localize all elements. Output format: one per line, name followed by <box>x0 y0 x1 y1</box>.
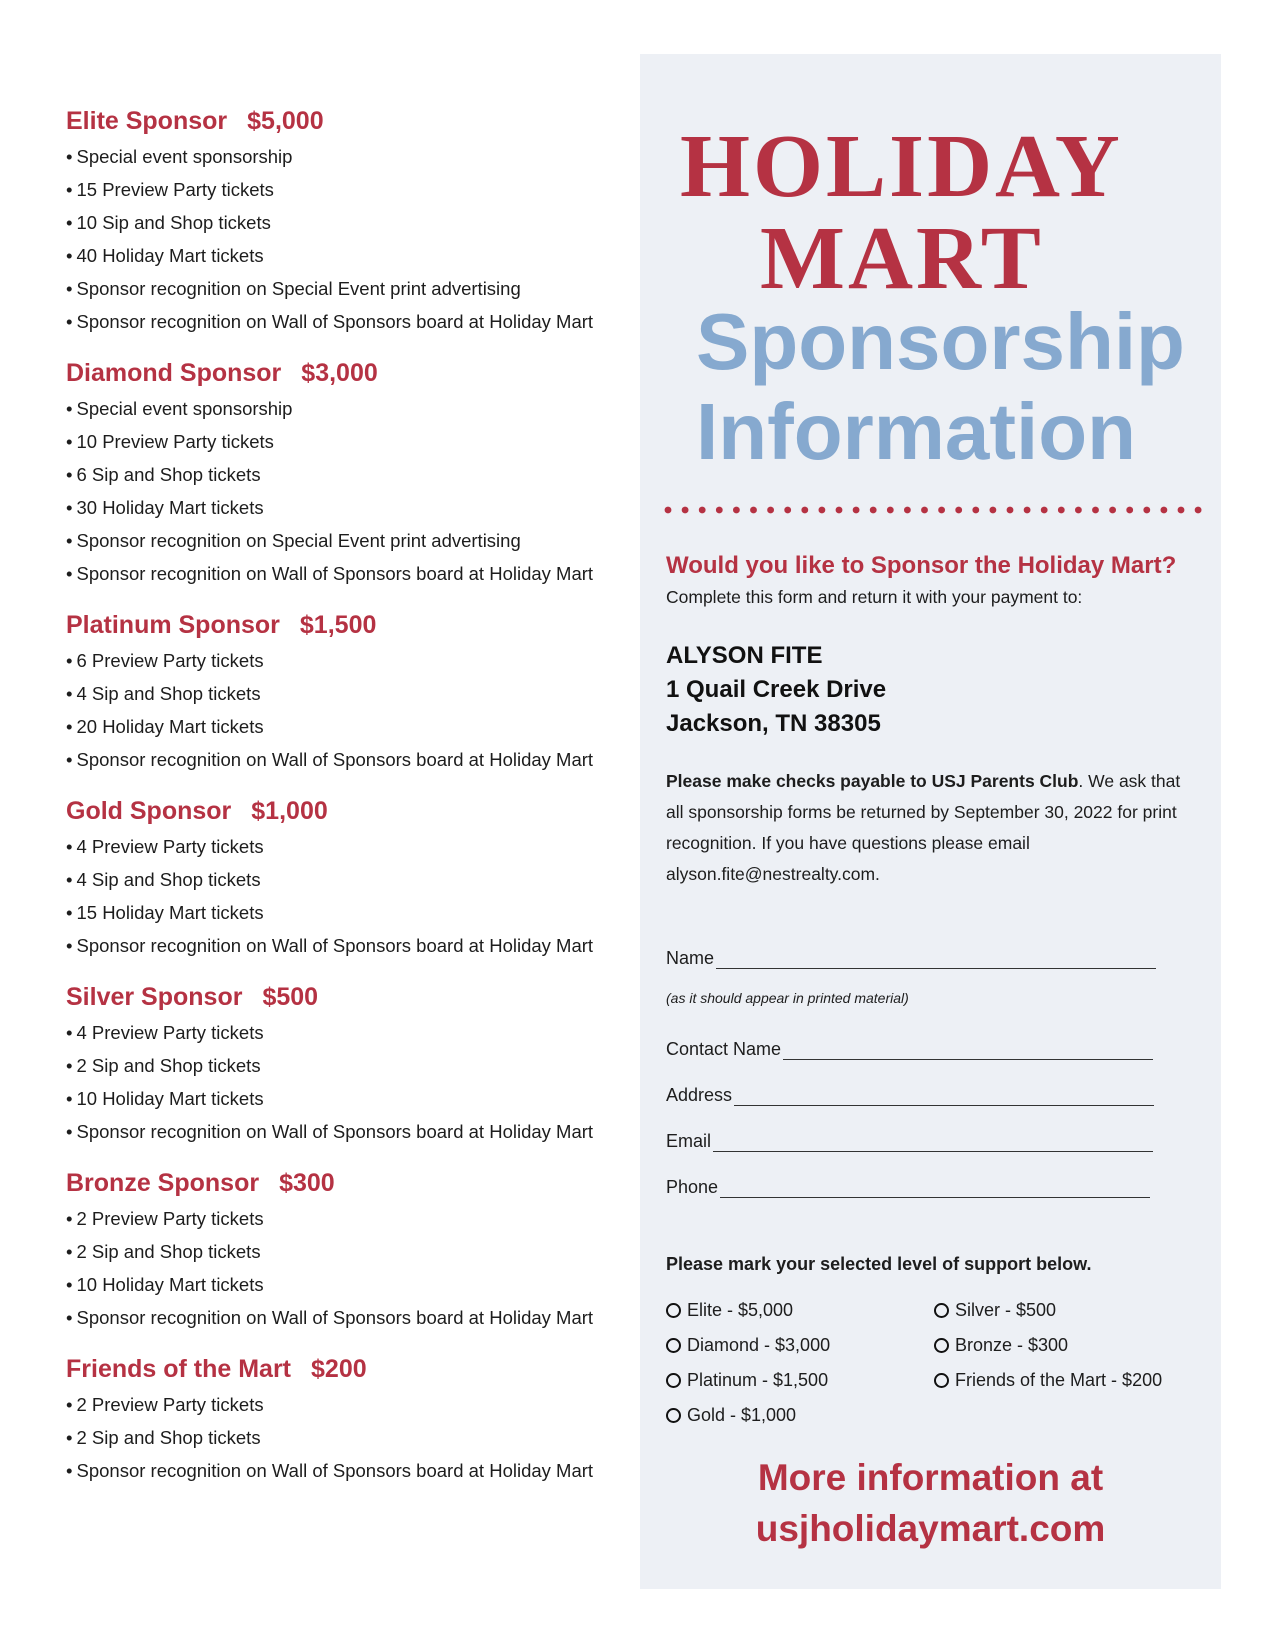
dotted-divider <box>664 502 1204 518</box>
tier-heading <box>66 1166 626 1200</box>
divider-dot <box>733 507 740 514</box>
divider-dot <box>1024 507 1031 514</box>
support-level-label: Please mark your selected level of support below. <box>666 1254 1092 1274</box>
sponsor-question: Would you like to Sponsor the Holiday Mart? <box>666 552 1177 579</box>
tier-heading <box>66 1352 626 1386</box>
sponsor-tier <box>66 980 626 1148</box>
benefit-item: • 10 Preview Party tickets <box>66 425 626 458</box>
benefit-item: • 2 Sip and Shop tickets <box>66 1049 626 1082</box>
tier-price: $1,000 <box>251 797 328 825</box>
sponsor-tier-list <box>66 104 626 1505</box>
benefit-item: • 10 Sip and Shop tickets <box>66 206 626 239</box>
benefit-item: • Sponsor recognition on Wall of Sponsors board at Holiday Mart <box>66 557 626 590</box>
radio-circle-icon[interactable] <box>666 1303 681 1318</box>
tier-price: $500 <box>262 983 319 1011</box>
divider-dot <box>819 507 826 514</box>
divider-dot <box>801 507 808 514</box>
phone-label: Phone <box>666 1177 719 1197</box>
radio-circle-icon[interactable] <box>666 1373 681 1388</box>
title-sponsorship: Sponsorship <box>696 297 1185 386</box>
tier-name: Bronze Sponsor <box>66 1169 260 1197</box>
phone-field[interactable] <box>666 1177 1150 1198</box>
option-label: Silver - $500 <box>955 1300 1057 1320</box>
radio-circle-icon[interactable] <box>666 1408 681 1423</box>
sponsor-tier <box>66 794 626 962</box>
option-label: Gold - $1,000 <box>687 1405 797 1425</box>
divider-dot <box>904 507 911 514</box>
divider-dot <box>887 507 894 514</box>
title-mart: MART <box>760 209 1044 308</box>
benefit-item: • Sponsor recognition on Wall of Sponsors board at Holiday Mart <box>66 743 626 776</box>
option-bronze[interactable] <box>934 1335 1068 1356</box>
divider-dot <box>665 507 672 514</box>
tier-name: Platinum Sponsor <box>66 611 280 639</box>
divider-dot <box>1195 507 1202 514</box>
option-silver[interactable] <box>934 1300 1056 1321</box>
benefit-item: • 4 Sip and Shop tickets <box>66 863 626 896</box>
website-link[interactable]: usjholidaymart.com <box>755 1508 1106 1549</box>
tier-price: $5,000 <box>247 107 324 135</box>
address-street: 1 Quail Creek Drive <box>666 676 887 703</box>
divider-dot <box>870 507 877 514</box>
contact-name-field[interactable] <box>666 1039 1153 1060</box>
divider-dot <box>716 507 723 514</box>
address-city: Jackson, TN 38305 <box>666 710 881 737</box>
tier-heading <box>66 356 626 390</box>
divider-dot <box>1041 507 1048 514</box>
benefit-item: • 20 Holiday Mart tickets <box>66 710 626 743</box>
option-label: Bronze - $300 <box>955 1335 1069 1355</box>
option-gold[interactable] <box>666 1405 796 1426</box>
tier-price: $200 <box>311 1355 367 1383</box>
address-field[interactable] <box>666 1085 1154 1106</box>
divider-dot <box>1161 507 1168 514</box>
divider-dot <box>1058 507 1065 514</box>
contact-name-label: Contact Name <box>666 1039 782 1059</box>
benefit-list <box>66 644 626 776</box>
divider-dot <box>682 507 689 514</box>
benefit-item: • 15 Preview Party tickets <box>66 173 626 206</box>
payment-note <box>666 766 1186 890</box>
benefit-list <box>66 1202 626 1334</box>
more-info-text: More information at <box>757 1457 1104 1498</box>
mailing-address <box>666 639 886 741</box>
address-label: Address <box>666 1085 733 1105</box>
divider-dot <box>1007 507 1014 514</box>
radio-circle-icon[interactable] <box>934 1338 949 1353</box>
tier-name: Elite Sponsor <box>66 107 228 135</box>
sponsor-tier <box>66 356 626 590</box>
name-line[interactable] <box>716 948 1156 969</box>
option-friends[interactable] <box>934 1370 1162 1391</box>
benefit-item: • 6 Sip and Shop tickets <box>66 458 626 491</box>
option-platinum[interactable] <box>666 1370 828 1391</box>
benefit-item: • 4 Sip and Shop tickets <box>66 677 626 710</box>
sponsor-tier <box>66 1352 626 1487</box>
divider-dot <box>955 507 962 514</box>
divider-dot <box>750 507 757 514</box>
benefit-item: • 6 Preview Party tickets <box>66 644 626 677</box>
name-field[interactable] <box>666 948 1156 969</box>
divider-dot <box>972 507 979 514</box>
form-instruction: Complete this form and return it with your payment to: <box>666 587 1083 607</box>
sponsor-tier <box>66 104 626 338</box>
tier-name: Gold Sponsor <box>66 797 232 825</box>
benefit-item: • 2 Preview Party tickets <box>66 1388 626 1421</box>
benefit-item: • 4 Preview Party tickets <box>66 830 626 863</box>
divider-dot <box>767 507 774 514</box>
divider-dot <box>990 507 997 514</box>
benefit-item: • Special event sponsorship <box>66 392 626 425</box>
benefit-list <box>66 830 626 962</box>
option-elite[interactable] <box>666 1300 793 1321</box>
title-information: Information <box>696 387 1136 476</box>
benefit-item: • Sponsor recognition on Wall of Sponsors board at Holiday Mart <box>66 1301 626 1334</box>
divider-dot <box>921 507 928 514</box>
tier-heading <box>66 980 626 1014</box>
benefit-list <box>66 140 626 338</box>
benefit-item: • 10 Holiday Mart tickets <box>66 1268 626 1301</box>
benefit-list <box>66 392 626 590</box>
benefit-list <box>66 1388 626 1487</box>
tier-heading <box>66 794 626 828</box>
benefit-item: • 2 Preview Party tickets <box>66 1202 626 1235</box>
benefit-item: • Special event sponsorship <box>66 140 626 173</box>
divider-dot <box>853 507 860 514</box>
tier-name: Silver Sponsor <box>66 983 243 1011</box>
option-label: Friends of the Mart - $200 <box>955 1370 1163 1390</box>
sponsor-tier <box>66 608 626 776</box>
title-holiday: HOLIDAY <box>680 117 1123 216</box>
divider-dot <box>1126 507 1133 514</box>
radio-circle-icon[interactable] <box>666 1338 681 1353</box>
benefit-item: • 4 Preview Party tickets <box>66 1016 626 1049</box>
benefit-list <box>66 1016 626 1148</box>
phone-line[interactable] <box>720 1177 1150 1198</box>
tier-price: $3,000 <box>301 359 378 387</box>
divider-dot <box>1092 507 1099 514</box>
benefit-item: • 2 Sip and Shop tickets <box>66 1235 626 1268</box>
option-label: Diamond - $3,000 <box>687 1335 831 1355</box>
address-line[interactable] <box>734 1085 1154 1106</box>
address-name: ALYSON FITE <box>666 642 823 669</box>
benefit-item: • Sponsor recognition on Wall of Sponsors board at Holiday Mart <box>66 929 626 962</box>
divider-dot <box>1143 507 1150 514</box>
divider-dot <box>1075 507 1082 514</box>
benefit-item: • 30 Holiday Mart tickets <box>66 491 626 524</box>
more-info <box>640 1452 1221 1554</box>
divider-dot <box>938 507 945 514</box>
sponsorship-info-panel <box>640 54 1221 1589</box>
benefit-item: • Sponsor recognition on Wall of Sponsors board at Holiday Mart <box>66 1454 626 1487</box>
option-label: Elite - $5,000 <box>687 1300 794 1320</box>
payment-note-text: . We ask that all sponsorship forms be returned by September 30, 2022 for print recognition. If you have questions please email alyson.fite@nestrealty.com. <box>666 771 1181 884</box>
radio-circle-icon[interactable] <box>934 1303 949 1318</box>
email-line[interactable] <box>713 1131 1153 1152</box>
benefit-item: • 10 Holiday Mart tickets <box>66 1082 626 1115</box>
radio-circle-icon[interactable] <box>934 1373 949 1388</box>
option-label: Platinum - $1,500 <box>687 1370 829 1390</box>
name-label: Name <box>666 948 715 968</box>
tier-heading <box>66 608 626 642</box>
contact-name-line[interactable] <box>783 1039 1153 1060</box>
benefit-item: • Sponsor recognition on Wall of Sponsors board at Holiday Mart <box>66 305 626 338</box>
benefit-item: • 40 Holiday Mart tickets <box>66 239 626 272</box>
tier-name: Friends of the Mart <box>66 1355 292 1383</box>
option-diamond[interactable] <box>666 1335 830 1356</box>
sponsor-tier <box>66 1166 626 1334</box>
benefit-item: • 15 Holiday Mart tickets <box>66 896 626 929</box>
tier-price: $1,500 <box>299 611 377 639</box>
divider-dot <box>836 507 843 514</box>
email-field[interactable] <box>666 1131 1153 1152</box>
divider-dot <box>1109 507 1116 514</box>
divider-dot <box>1178 507 1185 514</box>
benefit-item: • 2 Sip and Shop tickets <box>66 1421 626 1454</box>
name-note: (as it should appear in printed material) <box>666 990 909 1006</box>
tier-name: Diamond Sponsor <box>66 359 282 387</box>
payment-note-bold: Please make checks payable to USJ Parents Club <box>666 771 1079 791</box>
divider-dot <box>784 507 791 514</box>
benefit-item: • Sponsor recognition on Special Event print advertising <box>66 524 626 557</box>
benefit-item: • Sponsor recognition on Special Event print advertising <box>66 272 626 305</box>
tier-price: $300 <box>279 1169 335 1197</box>
benefit-item: • Sponsor recognition on Wall of Sponsors board at Holiday Mart <box>66 1115 626 1148</box>
divider-dot <box>699 507 706 514</box>
email-label: Email <box>666 1131 712 1151</box>
tier-heading <box>66 104 626 138</box>
